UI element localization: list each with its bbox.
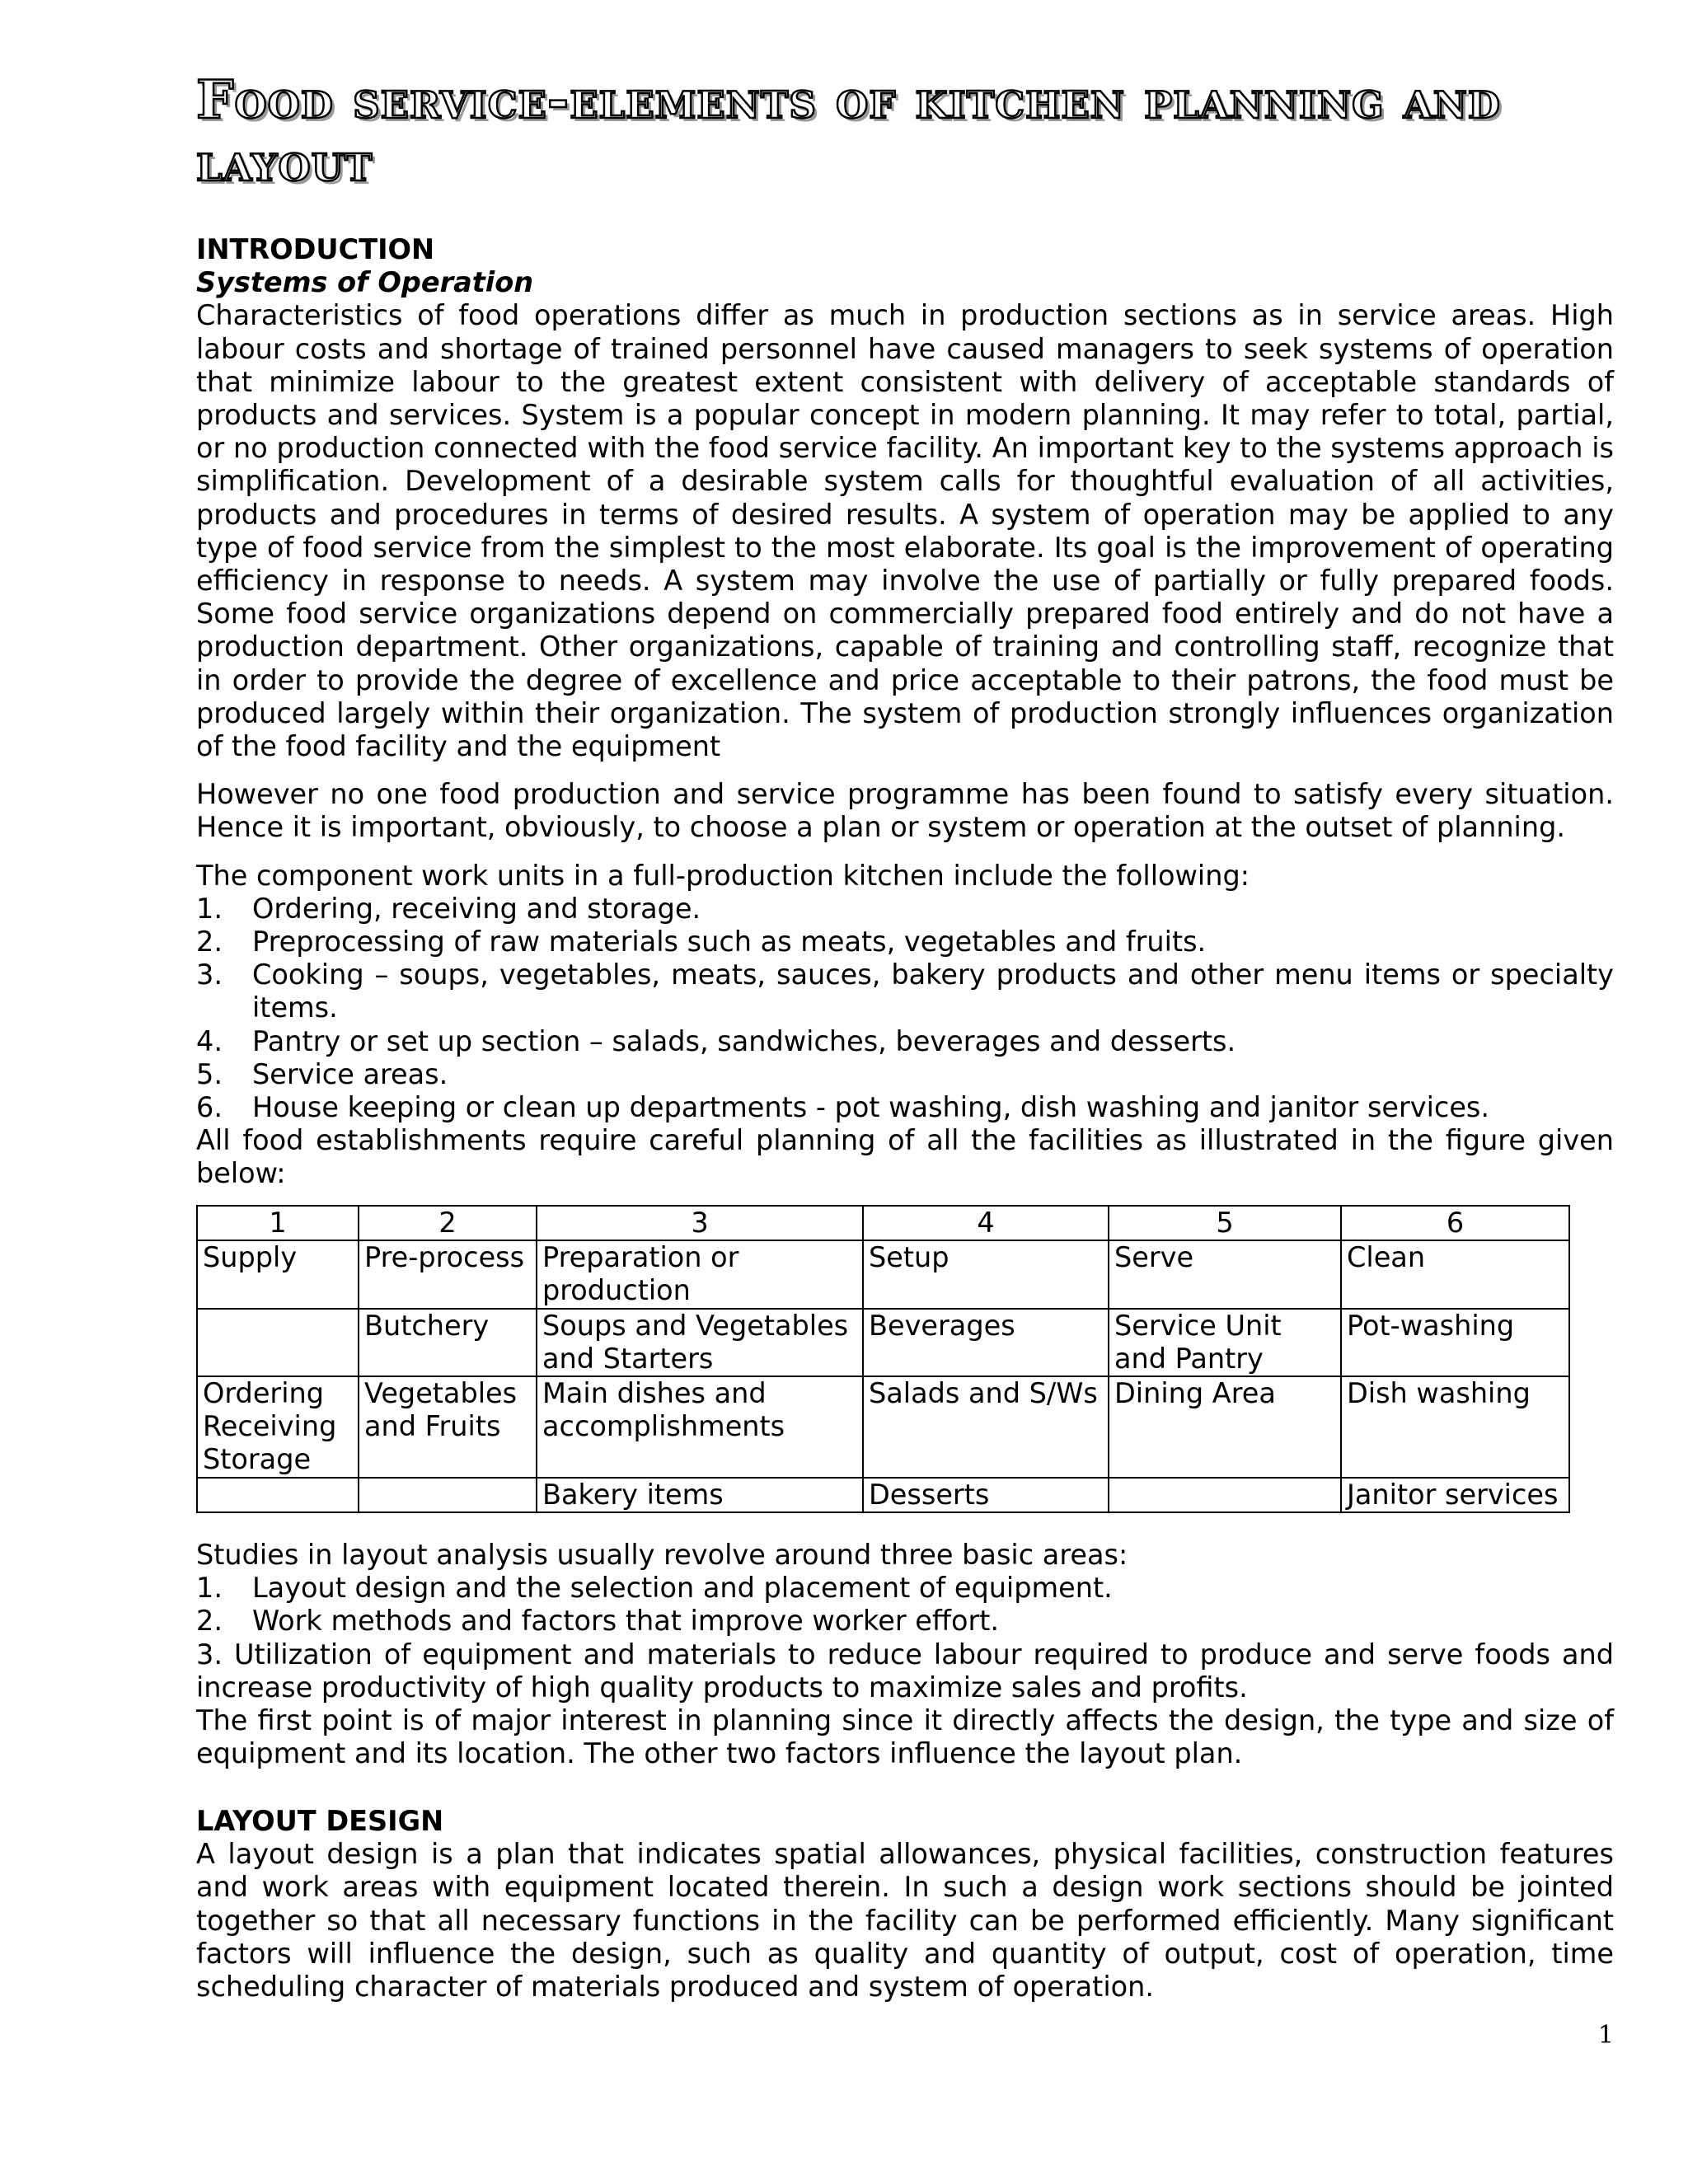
introduction-heading: INTRODUCTION <box>196 233 435 265</box>
table-cell: Dish washing <box>1341 1376 1569 1478</box>
list-text: Work methods and factors that improve worker effort. <box>252 1605 1000 1638</box>
list-item <box>196 1572 1614 1605</box>
list-item <box>196 1091 1614 1124</box>
list-number: 1. <box>196 1572 223 1605</box>
list-item <box>196 1025 1614 1058</box>
list-number: 1. <box>196 892 223 925</box>
list-text: House keeping or clean up departments - pot washing, dish washing and janitor services. <box>252 1091 1490 1124</box>
table-cell <box>359 1478 537 1512</box>
layout-design-paragraph: A layout design is a plan that indicates spatial allowances, physical facilities, construction features and work areas with equipment located therein. In such a design work sections should be jointed together so that all necessary functions in the facility can be performed efficiently. Many significant factors will influence the design, such as quality and quantity of output, cost of operation, time scheduling character of materials produced and system of operation. <box>196 1838 1614 2004</box>
table-cell: Pre-process <box>359 1240 537 1308</box>
table-header-cell: 3 <box>537 1206 863 1240</box>
table-cell: Butchery <box>359 1309 537 1376</box>
list-text: Cooking – soups, vegetables, meats, sauces, bakery products and other menu items or specialty items. <box>252 958 1614 1024</box>
list-text: Service areas. <box>252 1057 448 1090</box>
table-cell: Salads and S/Ws <box>863 1376 1109 1478</box>
table-cell: Preparation or production <box>537 1240 863 1308</box>
document-title: Food service-elements of kitchen planning and layout <box>196 69 1501 194</box>
table-cell: Dining Area <box>1109 1376 1341 1478</box>
list-item <box>196 893 1614 926</box>
table-cell: Service Unit and Pantry <box>1109 1309 1341 1376</box>
list-number: 3. <box>196 958 223 991</box>
table-cell: Desserts <box>863 1478 1109 1512</box>
components-list <box>196 893 1614 1124</box>
intro-paragraph-1: Characteristics of food operations differ as much in production sections as in service areas. High labour costs and shortage of trained personnel have caused managers to seek systems of operation that minimize labour to the greatest extent consistent with delivery of acceptable standards of products and services. System is a popular concept in modern planning. It may refer to total, partial, or no production connected with the food service facility. An important key to the systems approach is simplification. Development of a desirable system calls for thoughtful evaluation of all activities, products and procedures in terms of desired results. A system of operation may be applied to any type of food service from the simplest to the most elaborate. Its goal is the improvement of operating efficiency in response to needs. A system may involve the use of partially or fully prepared foods. Some food service organizations depend on commercially prepared food entirely and do not have a production department. Other organizations, capable of training and controlling staff, recognize that in order to provide the degree of excellence and price acceptable to their patrons, the food must be produced largely within their organization. The system of production strongly influences organization of the food facility and the equipment <box>196 299 1614 763</box>
page-number: 1 <box>1597 2021 1614 2050</box>
list-number: 5. <box>196 1057 223 1090</box>
table-cell <box>197 1309 359 1376</box>
table-header-cell: 1 <box>197 1206 359 1240</box>
list-number: 6. <box>196 1091 223 1124</box>
table-header-cell: 4 <box>863 1206 1109 1240</box>
intro-paragraph-2: However no one food production and service programme has been found to satisfy every situation. Hence it is important, obviously, to choose a plan or system or operation at the outset of planning. <box>196 778 1614 844</box>
table-header-cell: 2 <box>359 1206 537 1240</box>
kitchen-units-table <box>196 1205 1570 1513</box>
list-item <box>196 1058 1614 1091</box>
layout-design-section <box>196 1805 1614 2004</box>
table-row <box>197 1376 1569 1478</box>
table-header-cell: 5 <box>1109 1206 1341 1240</box>
studies-closing: The first point is of major interest in planning since it directly affects the design, the type and size of equipment and its location. The other two factors influence the layout plan. <box>196 1704 1614 1770</box>
table-cell: Pot-washing <box>1341 1309 1569 1376</box>
studies-section <box>196 1539 1614 1770</box>
list-number: 4. <box>196 1024 223 1057</box>
list-number: 2. <box>196 926 223 958</box>
studies-item-3: 3. Utilization of equipment and materials to reduce labour required to produce and serve foods and increase productivity of high quality products to maximize sales and profits. <box>196 1638 1614 1704</box>
table-cell: Beverages <box>863 1309 1109 1376</box>
table-cell: Janitor services <box>1341 1478 1569 1512</box>
studies-list <box>196 1572 1614 1638</box>
list-text: Preprocessing of raw materials such as meats, vegetables and fruits. <box>252 926 1207 958</box>
table-header-row <box>197 1206 1569 1240</box>
table-cell <box>197 1478 359 1512</box>
table-cell: Clean <box>1341 1240 1569 1308</box>
studies-lead: Studies in layout analysis usually revolve around three basic areas: <box>196 1539 1128 1571</box>
components-lead: The component work units in a full-production kitchen include the following: <box>196 859 1250 892</box>
table-row <box>197 1240 1569 1308</box>
after-list-paragraph: All food establishments require careful planning of all the facilities as illustrated in the figure given below: <box>196 1124 1614 1190</box>
systems-subheading: Systems of Operation <box>196 266 534 299</box>
list-text: Ordering, receiving and storage. <box>252 892 701 925</box>
list-item <box>196 926 1614 958</box>
table-header-cell: 6 <box>1341 1206 1569 1240</box>
table-cell: Bakery items <box>537 1478 863 1512</box>
list-item <box>196 1605 1614 1638</box>
table-cell: Soups and Vegetables and Starters <box>537 1309 863 1376</box>
table-row <box>197 1309 1569 1376</box>
table-cell: Serve <box>1109 1240 1341 1308</box>
table-cell: Supply <box>197 1240 359 1308</box>
list-item <box>196 958 1614 1024</box>
table-row <box>197 1478 1569 1512</box>
list-text: Pantry or set up section – salads, sandwiches, beverages and desserts. <box>252 1024 1236 1057</box>
table-cell: Main dishes and accomplishments <box>537 1376 863 1478</box>
layout-design-heading: LAYOUT DESIGN <box>196 1805 444 1837</box>
table-cell <box>1109 1478 1341 1512</box>
list-number: 2. <box>196 1605 223 1638</box>
introduction-section <box>196 233 1614 1191</box>
table-cell: Ordering Receiving Storage <box>197 1376 359 1478</box>
table-cell: Vegetables and Fruits <box>359 1376 537 1478</box>
table-cell: Setup <box>863 1240 1109 1308</box>
list-text: Layout design and the selection and placement of equipment. <box>252 1572 1113 1605</box>
